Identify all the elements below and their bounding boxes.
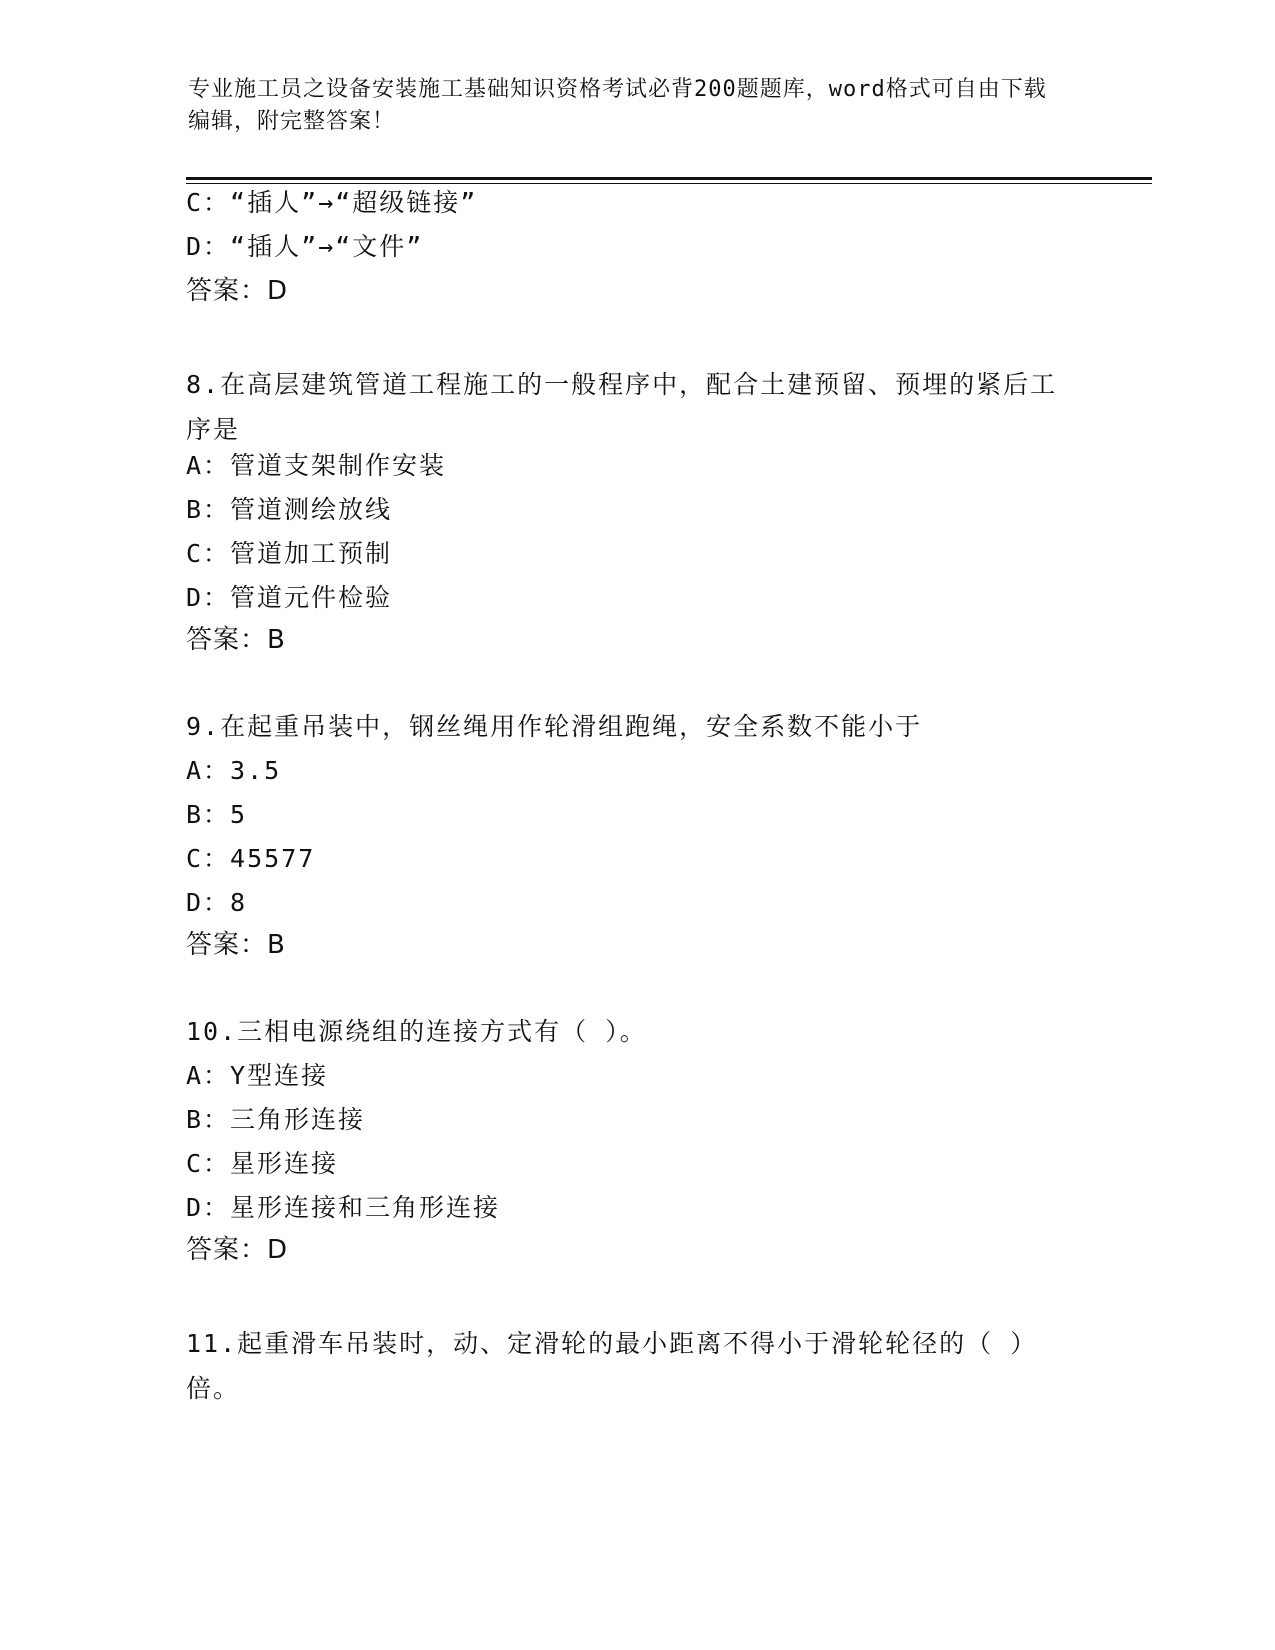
option-c: C：45577: [186, 844, 316, 873]
question-9-text: 9.在起重吊装中，钢丝绳用作轮滑组跑绳，安全系数不能小于: [186, 712, 923, 741]
header-divider-thin: [186, 183, 1152, 184]
option-a: A：3.5: [186, 756, 282, 785]
question-10-text: 10.三相电源绕组的连接方式有（ ）。: [186, 1017, 647, 1046]
answer: 答案：D: [186, 1235, 289, 1265]
option-a: A：Y型连接: [186, 1061, 329, 1090]
document-header: 专业施工员之设备安装施工基础知识资格考试必背200题题库，word格式可自由下载编辑，附完整答案！: [188, 77, 1047, 134]
option-c: C：管道加工预制: [186, 539, 393, 568]
option-b: B：三角形连接: [186, 1105, 366, 1134]
option-b: B：管道测绘放线: [186, 495, 393, 524]
option-c: C：星形连接: [186, 1149, 339, 1178]
option-d: D：管道元件检验: [186, 583, 393, 612]
answer: 答案：D: [186, 276, 289, 306]
option-c: C：“插人”→“超级链接”: [186, 188, 478, 217]
header-divider-thick: [186, 177, 1152, 180]
option-b: B：5: [186, 800, 248, 829]
option-d: D：“插人”→“文件”: [186, 232, 424, 261]
question-11-text: 11.起重滑车吊装时，动、定滑轮的最小距离不得小于滑轮轮径的（ ）倍。: [186, 1329, 1038, 1403]
option-d: D：8: [186, 888, 248, 917]
answer: 答案：B: [186, 930, 286, 960]
option-d: D：星形连接和三角形连接: [186, 1193, 501, 1222]
option-a: A：管道支架制作安装: [186, 451, 447, 480]
answer: 答案：B: [186, 625, 286, 655]
question-8-text: 8.在高层建筑管道工程施工的一般程序中，配合土建预留、预埋的紧后工序是: [186, 370, 1058, 444]
